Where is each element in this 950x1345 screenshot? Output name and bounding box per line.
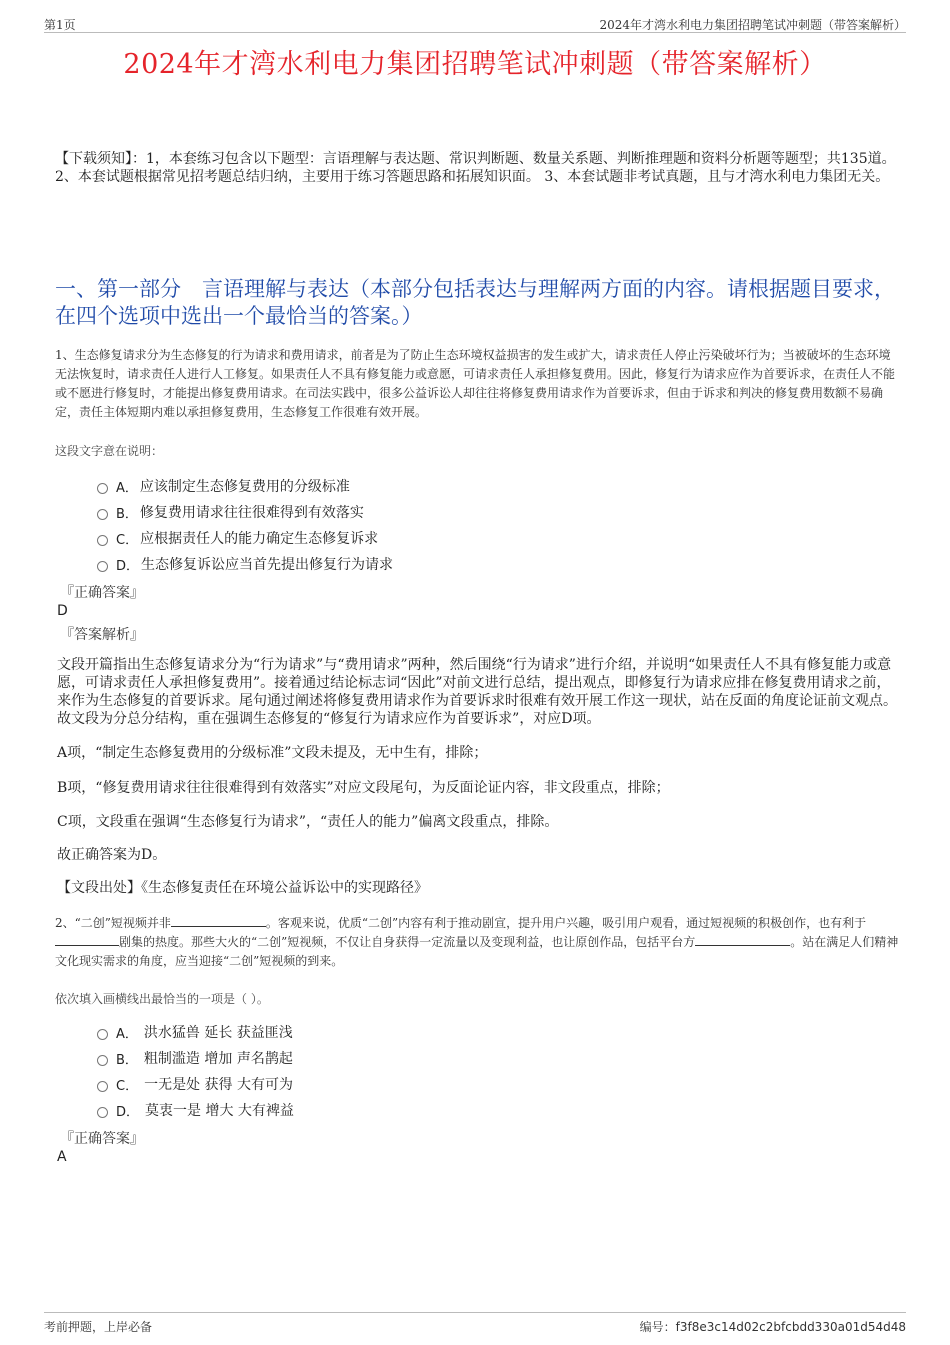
radio-icon[interactable]: [97, 1055, 108, 1066]
question-2-answer-label: 『正确答案』: [60, 1131, 144, 1147]
question-1-option-a[interactable]: A． 应该制定生态修复费用的分级标准: [97, 476, 350, 496]
footer-divider: [44, 1312, 906, 1313]
header-doc-title: 2024年才湾水利电力集团招聘笔试冲刺题（带答案解析）: [599, 18, 906, 32]
question-1-analysis-b: B项，“修复费用请求往往很难得到有效落实”对应文段尾句，为反面论证内容，非文段重点，排除；: [57, 780, 670, 796]
radio-icon[interactable]: [97, 535, 108, 546]
footer-code: 编号：f3f8e3c14d02c2bfcbdd330a01d54d48: [639, 1320, 906, 1334]
question-1-option-b[interactable]: B． 修复费用请求往往很难得到有效落实: [97, 502, 364, 522]
question-2-option-b[interactable]: B． 粗制滥造 增加 声名鹊起: [97, 1048, 293, 1068]
question-1-answer-label: 『正确答案』: [60, 585, 144, 601]
question-1-analysis-label: 『答案解析』: [60, 627, 144, 643]
section-heading: 一、第一部分 言语理解与表达（本部分包括表达与理解两方面的内容。请根据题目要求，在四个选项中选出一个最恰当的答案。）: [55, 277, 895, 328]
radio-icon[interactable]: [97, 1107, 108, 1118]
question-1-conclusion: 故正确答案为D。: [57, 847, 167, 863]
fill-blank[interactable]: [695, 935, 790, 946]
question-1-answer: D: [57, 603, 68, 619]
footer-slogan: 考前押题，上岸必备: [44, 1320, 153, 1334]
radio-icon[interactable]: [97, 561, 108, 572]
question-1-analysis-main: 文段开篇指出生态修复请求分为“行为请求”与“费用请求”两种，然后围绕“行为请求”进行介绍，并说明“如果责任人不具有修复能力或意愿，可请求责任人承担修复费用”。接着通过结论标志词“因此”对前文进行总结，提出观点，即修复行为请求应排在修复费用请求之前，来作为生态修复的首要诉求。尾句通过阐述将修复费用请求作为首要诉求时很难有效开展工作这一现状，站在反面的角度论证前文观点。故文段为分总分结构，重在强调生态修复的“修复行为请求应作为首要诉求”，对应D项。: [57, 657, 897, 727]
header-divider: [44, 32, 906, 33]
question-2-answer: A: [57, 1149, 67, 1165]
fill-blank[interactable]: [171, 916, 266, 927]
question-1-prompt: 这段文字意在说明：: [55, 444, 164, 458]
page-title: 2024年才湾水利电力集团招聘笔试冲刺题（带答案解析）: [123, 49, 827, 80]
question-2-option-a[interactable]: A． 洪水猛兽 延长 获益匪浅: [97, 1022, 293, 1042]
question-2-text: 2、“二创”短视频并非 。客观来说，优质“二创”内容有利于推动剧宣，提升用户兴趣，吸引用户观看，通过短视频的积极创作，也有利于剧集的热度。那些大火的“二创”短视频，不仅让自身获得一定流量以及变现利益，也让原创作品，包括平台方 。站在满足人们精神文化现实需求的角度，应当迎接“二创”短视频的到来。: [55, 916, 899, 968]
question-1-analysis-c: C项，文段重在强调“生态修复行为请求”，“责任人的能力”偏离文段重点，排除。: [57, 814, 559, 830]
question-1-analysis-a: A项，“制定生态修复费用的分级标准”文段未提及，无中生有，排除；: [57, 745, 488, 761]
download-notice: 【下载须知】：1，本套练习包含以下题型：言语理解与表达题、常识判断题、数量关系题、判断推理题和资料分析题等题型；共135道。 2、本套试题根据常见招考题总结归纳，主要用于练习答题思路和拓展知识面。 3、本套试题非考试真题，且与才湾水利电力集团无关。: [55, 151, 896, 185]
question-2-option-d[interactable]: D． 莫衷一是 增大 大有裨益: [97, 1100, 294, 1120]
question-1-source: 【文段出处】《生态修复责任在环境公益诉讼中的实现路径》: [57, 880, 428, 896]
question-1-option-d[interactable]: D． 生态修复诉讼应当首先提出修复行为请求: [97, 554, 393, 574]
question-1-text: 1、生态修复请求分为生态修复的行为请求和费用请求，前者是为了防止生态环境权益损害的发生或扩大，请求责任人停止污染破坏行为；当被破坏的生态环境无法恢复时，请求责任人进行人工修复。如果责任人不具有修复能力或意愿，可请求责任人承担修复费用。因此，修复行为请求应作为首要诉求，在责任人不能或不愿进行修复时，才能提出修复费用请求。在司法实践中，很多公益诉讼人却往往将修复费用请求作为首要诉求，但由于诉求和判决的修复费用数额不易确定，责任主体短期内难以承担修复费用，生态修复工作很难有效开展。: [55, 348, 896, 419]
question-2-option-c[interactable]: C． 一无是处 获得 大有可为: [97, 1074, 293, 1094]
question-1-option-c[interactable]: C． 应根据责任人的能力确定生态修复诉求: [97, 528, 378, 548]
radio-icon[interactable]: [97, 1029, 108, 1040]
fill-blank[interactable]: [55, 935, 119, 946]
radio-icon[interactable]: [97, 509, 108, 520]
radio-icon[interactable]: [97, 1081, 108, 1092]
page-number: 第1页: [44, 18, 76, 32]
radio-icon[interactable]: [97, 483, 108, 494]
question-2-prompt: 依次填入画横线出最恰当的一项是（ ）。: [55, 992, 269, 1006]
